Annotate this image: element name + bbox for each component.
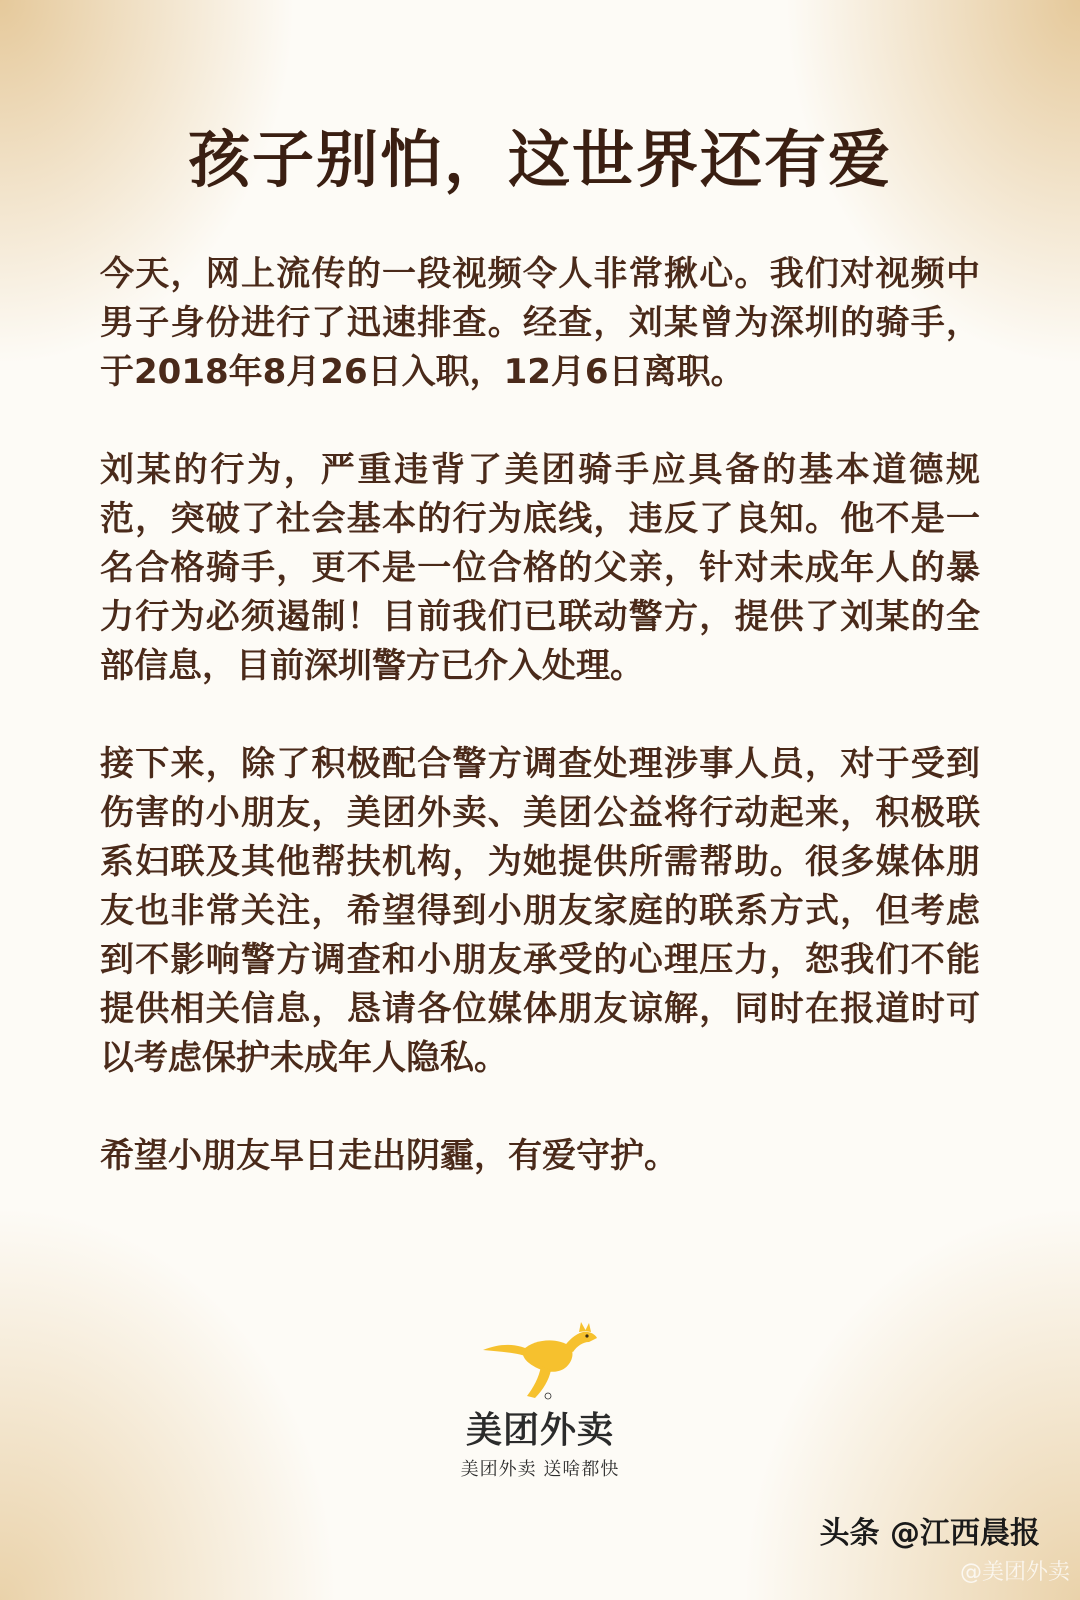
brand-slogan: 美团外卖 送啥都快 <box>460 1459 620 1480</box>
paragraph: 刘某的行为，严重违背了美团骑手应具备的基本道德规范，突破了社会基本的行为底线，违反了良知。他不是一名合格骑手，更不是一位合格的父亲，针对未成年人的暴力行为必须遏制！目前我们已联动警方，提供了刘某的全部信息，目前深圳警方已介入处理。 <box>100 450 980 686</box>
source-credit: 头条 @江西晨报 <box>819 1516 1040 1551</box>
kangaroo-icon <box>475 1320 605 1400</box>
paragraph: 今天，网上流传的一段视频令人非常揪心。我们对视频中男子身份进行了迅速排查。经查，刘某曾为深圳的骑手，于2018年8月26日入职，12月6日离职。 <box>100 254 980 392</box>
watermark: @美团外卖 <box>959 1560 1070 1585</box>
page-title: 孩子别怕，这世界还有爱 <box>187 123 892 196</box>
statement-body <box>100 250 980 1230</box>
brand-name: 美团外卖 <box>465 1410 614 1451</box>
brand-logo <box>440 1320 640 1481</box>
paragraph: 接下来，除了积极配合警方调查处理涉事人员，对于受到伤害的小朋友，美团外卖、美团公益将行动起来，积极联系妇联及其他帮扶机构，为她提供所需帮助。很多媒体朋友也非常关注，希望得到小朋友家庭的联系方式，但考虑到不影响警方调查和小朋友承受的心理压力，恕我们不能提供相关信息，恳请各位媒体朋友谅解，同时在报道时可以考虑保护未成年人隐私。 <box>100 744 980 1078</box>
paragraph: 希望小朋友早日走出阴霾，有爱守护。 <box>100 1136 678 1176</box>
